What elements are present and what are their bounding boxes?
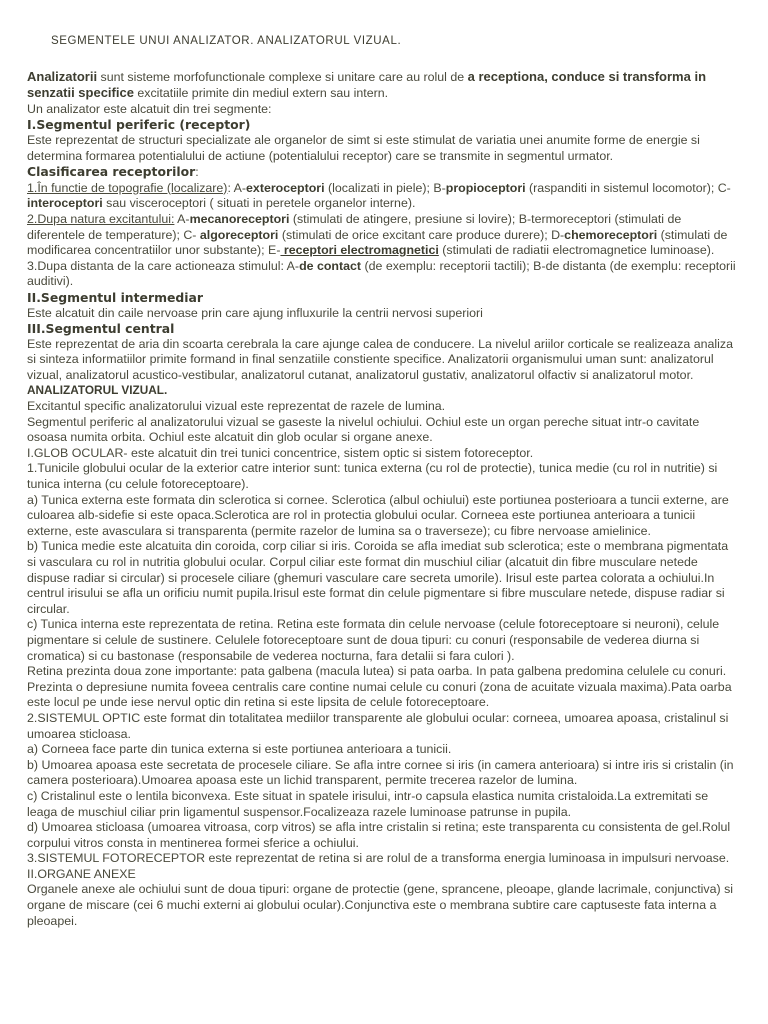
intro-term: Analizatorii xyxy=(27,68,98,84)
visual-paragraph: 2.SISTEMUL OPTIC este format din totalitatea mediilor transparente ale globului ocular: corneea, umoarea apoasa, cristalinul si umoarea sticloasa. xyxy=(27,710,729,741)
section-heading-segment-1: I.Segmentul periferic (receptor) xyxy=(27,117,251,133)
section-heading-segment-3: III.Segmentul central xyxy=(27,321,175,337)
section-heading-visual: ANALIZATORUL VIZUAL. xyxy=(27,383,168,398)
segment-2-text: Este alcatuit din caile nervoase prin care ajung influxurile la centrii nervosi superiori xyxy=(27,305,483,320)
visual-paragraph: 3.SISTEMUL FOTORECEPTOR este reprezentat de retina si are rolul de a transforma energia luminoasa in impulsuri nervoase. xyxy=(27,851,730,866)
section-heading-segment-2: II.Segmentul intermediar xyxy=(27,289,203,305)
document-title: SEGMENTELE UNUI ANALIZATOR. ANALIZATORUL VIZUAL. xyxy=(51,35,402,47)
visual-paragraph: a) Corneea face parte din tunica externa si este portiunea anterioara a tunicii. xyxy=(27,742,452,757)
visual-paragraph: c) Cristalinul este o lentila biconvexa. Este situat in spatele irisului, intr-o capsula elastica numita cristaloida.La extremitati se leaga de muschiul ciliar prin ligamentul suspensor.Focalizeaza razele luminoase patrunse in pupila. xyxy=(27,788,709,819)
segment-3-text: Este reprezentat de aria din scoarta cerebrala la care ajunge calea de conducere. La nivelul ariilor corticale se realizeaza analiza si sinteza informatiilor primite formand in final senzatiile constiente specifice. Analizatorii organismului uman sunt: analizatorul vizual, analizatorul acustico-vestibular, analizatorul cutanat, analizatorul gustativ, analizatorul olfactiv si analizatorul motor. xyxy=(27,336,733,382)
visual-paragraph: d) Umoarea sticloasa (umoarea vitroasa, corp vitros) se afla intre cristalin si retina; este transparenta cu consistenta de gel.Rolul corpului vitros consta in mentinerea formei sferice a ochiului. xyxy=(27,820,731,850)
visual-paragraph: Organele anexe ale ochiului sunt de doua tipuri: organe de protectie (gene, sprancene, pleoape, glande lacrimale, conjunctiva) si organe de miscare (cei 6 muchi externi ai globului ocular).Conjunctiva este o membrana subtire care captuseste fata interna a pleoapei. xyxy=(27,882,734,928)
visual-subheading-organe-anexe: II.ORGANE ANEXE xyxy=(27,866,136,881)
visual-paragraph: c) Tunica interna este reprezentata de retina. Retina este formata din celule nervoase (celule fotoreceptoare si neuroni), celule pigmentare si celule de sustinere. Celulele fotoreceptoare sunt de doua tipuri: cu conuri (responsabile de vederea diurna si cromatica) si cu bastonase (responsabile de vederea nocturna, fara detalii si fara culori ). xyxy=(27,617,720,663)
classification-heading: Clasificarea receptorilor: xyxy=(27,164,199,180)
visual-paragraph: 1.Tunicile globului ocular de la exterior catre interior sunt: tunica externa (cu rol de protectie), tunica medie (cu rol in nutritie) si tunica interna (cu celule fotoreceptoare). xyxy=(27,461,718,492)
segment-1-text: Este reprezentat de structuri specializate ale organelor de simt si este stimulat de variatia unei anumite forme de energie si determina formarea potentialului de actiune (potentialului receptor) care se transmite in segmentul urmator. xyxy=(27,132,700,163)
visual-paragraph: b) Umoarea apoasa este secretata de procesele ciliare. Se afla intre cornee si iris (in camera anterioara) si intre iris si cristalin (in camera posterioara).Umoarea apoasa este un lichid transparent, permite trecerea razelor de lumina. xyxy=(27,757,734,788)
intro-segments-line: Un analizator este alcatuit din trei segmente: xyxy=(27,101,272,116)
intro-paragraph: Analizatorii sunt sisteme morfofunctionale complexe si unitare care au rolul de a receptiona, conduce si transforma in senzatii specifice excitatiile primite din mediul extern sau intern. xyxy=(27,68,707,101)
visual-paragraph: Excitantul specific analizatorului vizual este reprezentat de razele de lumina. xyxy=(27,399,446,414)
visual-paragraph: a) Tunica externa este formata din sclerotica si cornee. Sclerotica (albul ochiului) este portiunea posterioara a tuncii externe, are culoarea alb-sidefie si este opaca.Sclerotica are rol in protectia globului ocular. Corneea este portiunea anterioara a tunicii externe, este avasculara si transparenta (permite razelor de lumina sa o traverseze); cu fibre nervoase amielinice. xyxy=(27,492,729,538)
visual-paragraph: I.GLOB OCULAR- este alcatuit din trei tunici concentrice, sistem optic si sistem fotoreceptor. xyxy=(27,445,534,460)
classification-item-1: 1.În functie de topografie (localizare): A-exteroceptori (localizati in piele); B-propioceptori (raspanditi in sistemul locomotor); C- interoceptori sau visceroceptori ( situati in peretele organelor interne). xyxy=(27,180,731,211)
visual-paragraph: b) Tunica medie este alcatuita din coroida, corp ciliar si iris. Coroida se afla imediat sub sclerotica; este o membrana pigmentata si vasculara cu rol in nutritia globului ocular. Corpul ciliar este format din muschiul ciliar (alcatuit din fibre musculare netede dispuse radiar si circular) si procesele ciliare (ghemuri vasculare care secreta umorile). Irisul este partea colorata a ochiului.In centrul irisului se afla un orificiu numit pupila.Irisul este format din celule pigmentare si fibre musculare netede, dispuse radiar si circular. xyxy=(27,539,729,616)
visual-paragraph: Segmentul periferic al analizatorului vizual se gaseste la nivelul ochiului. Ochiul este un organ pereche situat intr-o cavitate osoasa numita orbita. Ochiul este alcatuit din glob ocular si organe anexe. xyxy=(27,414,700,445)
intro-bold: a receptiona, conduce si transforma in senzatii specifice xyxy=(27,68,707,101)
visual-paragraph: Retina prezinta doua zone importante: pata galbena (macula lutea) si pata oarba. In pata galbena predomina celulele cu conuri. Prezinta o depresiune numita foveea centralis care contine numai celule cu conuri (zona de acuitate vizuala maxima).Pata oarba este locul pe unde iese nervul optic din retina si este lipsita de celule fotoreceptoare. xyxy=(27,664,732,710)
classification-item-3: 3.Dupa distanta de la care actioneaza stimulul: A-de contact (de exemplu: receptorii tactili); B-de distanta (de exemplu: receptorii auditivi). xyxy=(27,258,736,289)
classification-item-2: 2.Dupa natura excitantului: A-mecanoreceptori (stimulati de atingere, presiune si lovire); B-termoreceptori (stimulati de diferentele de temperature); C- algoreceptori (stimulati de orice excitant care produce durere); D-chemoreceptori (stimulati de modificarea concentratiilor unor substante); E- receptori electromagnetici (stimulati de radiatii electromagnetice luminoase). xyxy=(27,211,728,258)
